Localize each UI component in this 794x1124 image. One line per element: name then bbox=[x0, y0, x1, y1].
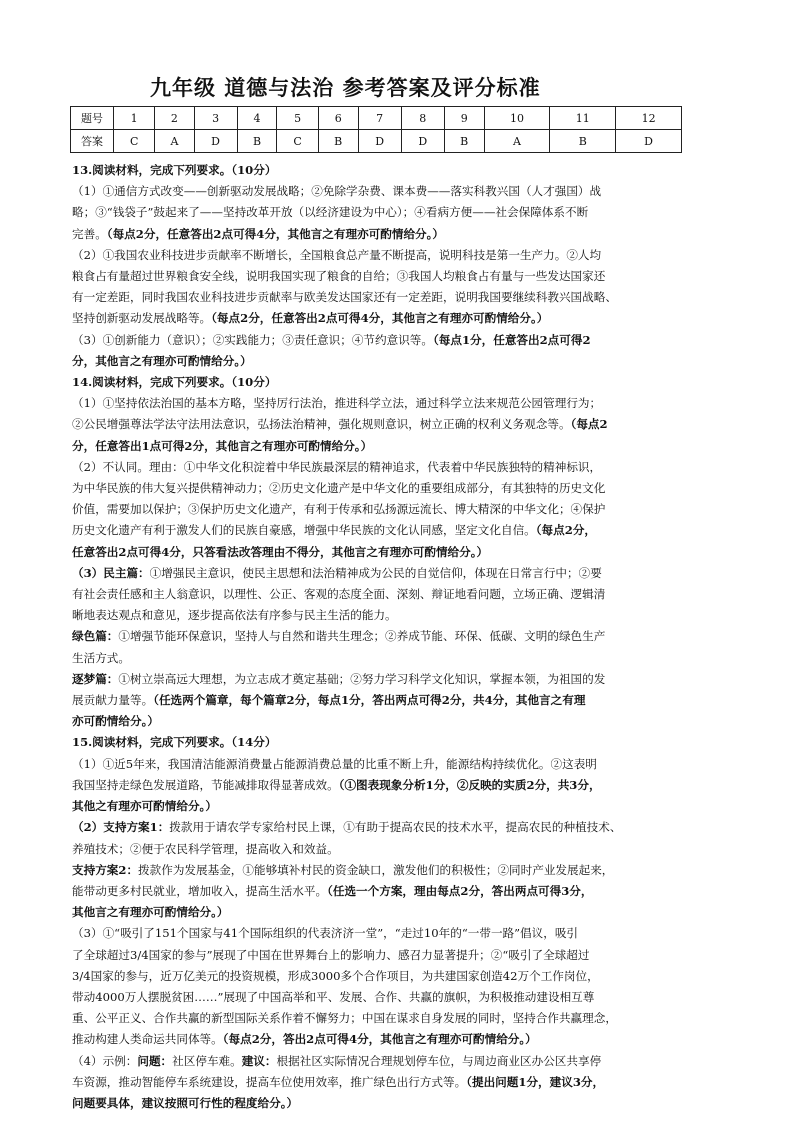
line-text: 推动构建人类命运共同体等。 bbox=[72, 1032, 223, 1047]
text-line bbox=[72, 457, 730, 478]
text-line bbox=[72, 669, 730, 690]
line-text: ①增强民主意识，使民主思想和法治精神成为公民的自觉信仰，体现在日常言行中；②要 bbox=[149, 565, 602, 580]
text-line bbox=[72, 478, 730, 499]
line-text: 13.阅读材料，完成下列要求。（10分） bbox=[72, 163, 277, 177]
line-text: 价值，需要加以保护；③保护历史文化遗产，有利于传承和弘扬源远流长、博大精深的中华文化；④保护 bbox=[72, 502, 606, 517]
row-label-answer: 答案 bbox=[71, 130, 114, 153]
text-line bbox=[72, 245, 730, 266]
line-text: 拨款用于请农学专家给村民上课，①有助于提高农民的技术水平，提高农民的种植技术、 bbox=[169, 820, 622, 835]
text-line bbox=[72, 1072, 730, 1093]
line-text: 带动4000万人摆脱贫困……”展现了中国高举和平、发展、合作、共赢的旗帜，为积极推动建设相互尊 bbox=[72, 989, 595, 1004]
table-cell: 7 bbox=[358, 107, 401, 130]
line-text: （2）不认同。理由：①中华文化积淀着中华民族最深层的精神追求，代表着中华民族独特的精神标识， bbox=[72, 459, 602, 474]
text-line bbox=[72, 351, 730, 372]
line-text: 问题要具体，建议按照可行性的程度给分。） bbox=[72, 1095, 299, 1110]
table-cell: D bbox=[194, 130, 237, 153]
text-line bbox=[72, 1029, 730, 1050]
text-line bbox=[72, 605, 730, 626]
line-text: 其他之有理亦可酌情给分。） bbox=[72, 799, 217, 814]
text-line bbox=[72, 966, 730, 987]
text-line bbox=[72, 817, 730, 838]
text-line bbox=[72, 648, 730, 669]
scoring-note: （每点2分，答出2点可得4分，其他言之有理亦可酌情给分。） bbox=[222, 1032, 537, 1047]
table-cell: B bbox=[318, 130, 358, 153]
text-line bbox=[72, 287, 730, 308]
answer-row bbox=[71, 130, 682, 153]
line-label: 建议： bbox=[241, 1053, 277, 1068]
line-text: 养殖技术；②便于农民科学管理，提高收入和效益。 bbox=[72, 841, 339, 856]
line-text: （1）①近5年来，我国清洁能源消费量占能源消费总量的比重不断上升，能源结构持续优化。②这表明 bbox=[72, 756, 597, 771]
line-text: （1）①坚持依法治国的基本方略，坚持厉行法治，推进科学立法，通过科学立法来规范公园管理行为； bbox=[72, 396, 602, 411]
table-cell: D bbox=[401, 130, 444, 153]
line-text: ①树立崇高远大理想，为立志成才奠定基础；②努力学习科学文化知识，掌握本领，为祖国的发 bbox=[118, 671, 606, 686]
table-cell: D bbox=[358, 130, 401, 153]
text-line bbox=[72, 775, 730, 796]
line-text: 我国坚持走绿色发展道路，节能减排取得显著成效。 bbox=[72, 777, 339, 792]
section-lead: 逐梦篇： bbox=[72, 671, 119, 686]
text-line bbox=[72, 563, 730, 584]
line-text: 拨款作为发展基金，①能够填补村民的资金缺口，激发他们的积极性；②同时产业发展起来， bbox=[138, 862, 614, 877]
text-line bbox=[72, 181, 730, 202]
line-text: 有社会责任感和主人翁意识，以理性、公正、客观的态度全面、深刻、辩证地看问题，立场正确、逻辑清 bbox=[72, 587, 606, 602]
line-text: 根据社区实际情况合理规划停车位，与周边商业区办公区共享停 bbox=[276, 1053, 602, 1068]
text-line bbox=[72, 542, 730, 563]
line-text: 坚持创新驱动发展战略等。 bbox=[72, 311, 212, 326]
line-text: 生活方式。 bbox=[72, 650, 130, 665]
line-text: 亦可酌情给分。） bbox=[72, 714, 159, 729]
scoring-note: （提出问题1分，建议3分， bbox=[466, 1074, 605, 1089]
text-line bbox=[72, 796, 730, 817]
text-line bbox=[72, 202, 730, 223]
table-cell: 1 bbox=[114, 107, 155, 130]
text-line bbox=[72, 902, 730, 923]
answer-table bbox=[70, 106, 682, 153]
text-line bbox=[72, 1093, 730, 1114]
line-text: （3）①创新能力（意识）；②实践能力；③责任意识；④节约意识等。 bbox=[72, 332, 433, 347]
row-label-question-number: 题号 bbox=[71, 107, 114, 130]
line-text: 15.阅读材料，完成下列要求。（14分） bbox=[72, 735, 277, 750]
line-text: 社区停车难。 bbox=[172, 1053, 242, 1068]
table-cell: B bbox=[237, 130, 277, 153]
line-text: 粮食占有量超过世界粮食安全线，说明我国实现了粮食的自给；③我国人均粮食占有量与一些发达国家还 bbox=[72, 269, 606, 284]
table-cell: B bbox=[444, 130, 484, 153]
text-line bbox=[72, 520, 730, 541]
line-text: 略；③“钱袋子”鼓起来了——坚持改革开放（以经济建设为中心）；④看病方便——社会保障体系不断 bbox=[72, 205, 589, 220]
line-text: （1）①通信方式改变——创新驱动发展战略；②免除学杂费、课本费——落实科教兴国（人才强国）战 bbox=[72, 184, 602, 199]
line-text: 3/4国家的参与，近万亿美元的投资规模，形成3000多个合作项目，为共建国家创造42万个工作岗位， bbox=[72, 968, 599, 983]
line-text: （3）①“吸引了151个国家与41个国际组织的代表济济一堂”，“走过10年的“一带一路”倡议，吸引 bbox=[72, 926, 579, 941]
text-line bbox=[72, 626, 730, 647]
text-line bbox=[72, 266, 730, 287]
text-line bbox=[72, 923, 730, 944]
table-cell: 8 bbox=[401, 107, 444, 130]
table-cell: 3 bbox=[194, 107, 237, 130]
text-line bbox=[72, 732, 730, 753]
line-text: 重、公平正义、合作共赢的新型国际关系作着不懈努力；中国在谋求自身发展的同时，坚持合作共赢理念， bbox=[72, 1011, 617, 1026]
text-line bbox=[72, 436, 730, 457]
text-line bbox=[72, 372, 730, 393]
text-line bbox=[72, 160, 730, 181]
line-text: 能带动更多村民就业，增加收入，提高生活水平。 bbox=[72, 883, 328, 898]
table-cell: 5 bbox=[277, 107, 318, 130]
line-text: （4）示例： bbox=[72, 1053, 138, 1068]
text-line bbox=[72, 839, 730, 860]
scoring-note: （每点1分，任意答出2点可得2 bbox=[433, 332, 591, 347]
line-text: 完善。 bbox=[72, 226, 107, 241]
line-text: 历史文化遗产有利于激发人们的民族自豪感，增强中华民族的文化认同感，坚定文化自信。 bbox=[72, 523, 536, 538]
line-text: 为中华民族的伟大复兴提供精神动力；②历史文化遗产是中华文化的重要组成部分，有其独特的历史文化 bbox=[72, 481, 606, 496]
section-lead: （2）支持方案1： bbox=[72, 820, 170, 835]
table-cell: C bbox=[277, 130, 318, 153]
scoring-note: （每点2分，任意答出2点可得4分，其他言之有理亦可酌情给分。） bbox=[106, 226, 445, 241]
line-text: 分，任意答出1点可得2分，其他言之有理亦可酌情给分。） bbox=[72, 438, 373, 453]
section-lead: 支持方案2： bbox=[72, 862, 139, 877]
table-cell: 9 bbox=[444, 107, 484, 130]
answer-content bbox=[72, 160, 730, 1114]
scoring-note: （①图表现象分析1分，②反映的实质2分，共3分， bbox=[338, 777, 601, 792]
page-title: 九年级 道德与法治 参考答案及评分标准 bbox=[150, 76, 541, 100]
line-text: ①增强节能环保意识，坚持人与自然和谐共生理念；②养成节能、环保、低碳、文明的绿色生产 bbox=[118, 629, 606, 644]
text-line bbox=[72, 308, 730, 329]
line-text: 任意答出2点可得4分，只答看法改答理由不得分，其他言之有理亦可酌情给分。） bbox=[72, 544, 489, 559]
line-text: ②公民增强尊法学法守法用法意识，弘扬法治精神，强化规则意识，树立正确的权利义务观念等。 bbox=[72, 417, 571, 432]
text-line bbox=[72, 224, 730, 245]
text-line bbox=[72, 987, 730, 1008]
line-text: 车资源，推动智能停车系统建设，提高车位使用效率，推广绿色出行方式等。 bbox=[72, 1074, 467, 1089]
line-text: （2）①我国农业科技进步贡献率不断增长，全国粮食总产量不断提高，说明科技是第一生产力。②人均 bbox=[72, 247, 602, 262]
line-text: 分，其他言之有理亦可酌情给分。） bbox=[72, 353, 252, 368]
table-cell: C bbox=[114, 130, 155, 153]
table-cell: D bbox=[616, 130, 682, 153]
text-line bbox=[72, 1051, 730, 1072]
text-line bbox=[72, 393, 730, 414]
section-lead: （3）民主篇： bbox=[72, 565, 150, 580]
text-line bbox=[72, 711, 730, 732]
text-line bbox=[72, 584, 730, 605]
table-cell: 10 bbox=[484, 107, 550, 130]
question-number-row bbox=[71, 107, 682, 130]
table-cell: 4 bbox=[237, 107, 277, 130]
text-line bbox=[72, 690, 730, 711]
line-text: 了全球超过3/4国家的参与”展现了中国在世界舞台上的影响力、感召力显著提升；②“吸引了全球超过 bbox=[72, 947, 590, 962]
scoring-note: （每点2 bbox=[570, 417, 608, 432]
table-cell: A bbox=[484, 130, 550, 153]
text-line bbox=[72, 881, 730, 902]
text-line bbox=[72, 330, 730, 351]
line-text: 有一定差距，同时我国农业科技进步贡献率与欧美发达国家还有一定差距，说明我国要继续科教兴国战略、 bbox=[72, 290, 617, 305]
line-text: 14.阅读材料，完成下列要求。（10分） bbox=[72, 375, 277, 390]
line-label: 问题： bbox=[137, 1053, 173, 1068]
table-cell: A bbox=[155, 130, 194, 153]
line-text: 展贡献力量等。 bbox=[72, 693, 154, 708]
scoring-note: （每点2分， bbox=[535, 523, 597, 538]
text-line bbox=[72, 414, 730, 435]
text-line bbox=[72, 499, 730, 520]
scoring-note: （每点2分，任意答出2点可得4分，其他言之有理亦可酌情给分。） bbox=[211, 311, 549, 326]
table-cell: 11 bbox=[550, 107, 616, 130]
line-text: 其他言之有理亦可酌情给分。） bbox=[72, 905, 229, 920]
text-line bbox=[72, 1008, 730, 1029]
scoring-note: （任选一个方案，理由每点2分，答出两点可得3分， bbox=[327, 883, 593, 898]
text-line bbox=[72, 945, 730, 966]
table-cell: 6 bbox=[318, 107, 358, 130]
table-cell: 2 bbox=[155, 107, 194, 130]
table-cell: B bbox=[550, 130, 616, 153]
text-line bbox=[72, 860, 730, 881]
line-text: 晰地表达观点和意见，逐步提高依法有序参与民主生活的能力。 bbox=[72, 608, 397, 623]
text-line bbox=[72, 754, 730, 775]
table-cell: 12 bbox=[616, 107, 682, 130]
section-lead: 绿色篇： bbox=[72, 629, 119, 644]
scoring-note: （任选两个篇章，每个篇章2分，每点1分，答出两点可得2分，共4分，其他言之有理 bbox=[153, 693, 586, 708]
